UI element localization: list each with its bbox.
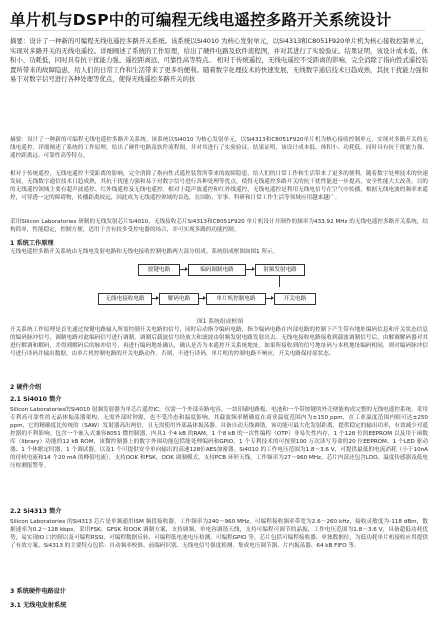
diagram-box-mcu-control: 单片机控制电路 bbox=[206, 293, 266, 305]
diagram-box-rf-transmitter: 射频发射电路 bbox=[255, 264, 305, 276]
diagram-box-switch: 开关电路 bbox=[274, 293, 316, 305]
section-heading-2: 2 硬件介绍 bbox=[10, 384, 42, 391]
diagram-arrow bbox=[179, 269, 187, 270]
diagram-connector bbox=[279, 275, 280, 287]
diagram-arrow bbox=[151, 298, 158, 299]
figure-caption: 图1 系统组成框图 bbox=[196, 319, 244, 325]
section-heading-1: 1 系统工作原理 bbox=[10, 240, 54, 247]
body-paragraph-2: 相对于传统遥控，无线电遥控不受距离的影响，完全消除了指向性式遥控装置所带来的故障隐患，给人们的日常工作和生活带来了更多的便利。随着数字处理技术的快速发展，无线数字通信技术日趋成熟，其抗干扰能力强和易于对数字信号进行各种处理等优点，使得无线遥控多路开关的抗干扰性能进一步提高，安全性能大大改善。目的的无线遥控领域主要有超声波遥控、红外线遥控及无线电遥控。相对于超声波遥控和红外线遥控，无线电遥控是利用无线电信号在空气中传播，根据无线电波的频率来遥控，可穿透一定的障碍物，传播距离较远，因此成为无线遥控领域的首选，在国防、军事、科研和日常工作生活等领域应用越来越广。 bbox=[10, 171, 428, 201]
body-paragraph-3: 采用Silicon Laboratories 研制的无线发射芯片Si4010、无线接收芯片Si4313和C8051F920 单片机设计并制作的频率为433.92 MHz 的无线电遥控多路开关系统，结构简单，性能稳定，控制方便，适用于含有较多受控电器的场合，并可实现多路的功能控制。 bbox=[10, 219, 428, 233]
diagram-box-decoder: 解码电路 bbox=[159, 293, 199, 305]
section-heading-3: 3 系统硬件电路设计 bbox=[10, 588, 66, 595]
diagram-box-encoder: 编码调制电路 bbox=[188, 264, 246, 276]
section-1-paragraph: 无线电遥控多路开关系统由无线电发射电路和无线电接收控制电路两大部分组成。系统组成框图如图1 所示。 bbox=[10, 249, 279, 255]
diagram-arrow bbox=[265, 298, 273, 299]
body-paragraph-1: 摘要：设计了一种新的可编程无线电遥控多路开关系统。该系统以Si4010 为核心发射单元，以Si4313和C8051F920单片机为核心接收控制单元，实现对多路开关的无线电遥控。详细阐述了系统的工作原理，给出了硬件电路及软件流程图，并对其进行了实验验证。结果证明，该设计成本低、体积小、功耗低，同时具有抗干扰能力强、遥控距离远、可靠性高等特点。 bbox=[10, 137, 428, 159]
diagram-arrow bbox=[245, 269, 254, 270]
body-paragraph-6: Silicon Laboratories 的Si4313 芯片是单频通用ISM 频段接收器，工作频率为240～960 MHz，可编程接收频率带宽为2.6～260 kHz，接收灵敏度为-118 dBm，数据速率为0.2～128 kbps，采用FSK、GFSK 和OOK 调制方案，支持调频、单电容调谐天线，支持可编程可调节的晶振，工作电压范围为1.8～3.6 V，具备超低功耗优势，易实现IO 口控制以及可编程RSSI、可编程数据反转、可编程低电池电压检测、可编程GPIO 等。芯片包括可编程接收器、单独数据位，为低功耗单片机接收应用提供了有效方案。Si4313 的主要特点包括：自动频率校准、前端码识别、无线电信号强度检测、集成电压调节器、片内振荡器、64 kB FIFO 等。 bbox=[10, 519, 428, 549]
section-heading-3-1: 3.1 无线电发射系统 bbox=[10, 602, 67, 609]
system-block-diagram bbox=[98, 262, 336, 310]
section-heading-2-1: 2.1 Si4010 简介 bbox=[10, 396, 62, 403]
body-paragraph-4: 开关系统工作原理是首先通过按键电路输入所需控制开关电路的信号，同时启动指令编码电路，指令编码电路在内部电路的控制下产生带有地址编码信息和开关状态信息的编码脉冲信号，调制电路对此编码信号进行调制，调制后载波信号经放大和滤波由射频发射电路发射出去。无线电接收电路接收到载波调制信号后，由解调解码器对其进行解调和解码，并得到解码后的脉冲信号，再进行编码地址确认，确认是否为本遥控开关系统地址。如果所接收到的信号地址码与本机地址编码相同，则对编码脉冲信号进行译码并输出数据，由单片机控制电路的开关电路动作。否则，不进行译码，单片机的控制电路不响应，开关电路保持原状态。 bbox=[10, 327, 428, 357]
diagram-box-receiver: 无线电接收电路 bbox=[98, 293, 152, 305]
abstract-paragraph: 摘要：设计了一种新的可编程无线电遥控多路开关系统。该系统以Si4010 为核心发射单元，以Si4313和C8051F920单片机为核心接收控制单元，实现对多路开关的无线电遥控。详细阐述了系统的工作原理，给出了硬件电路及软件流程图，并对其进行了实验验证。结果证明，该设计成本低、体积小、功耗低，同时具有抗干扰能力强、遥控距离远、可靠性高等特点。 相对于传统遥控，无线电遥控不受距离的影响，完全消除了指向性式遥控装置所带来的故障隐患，给人们的日常工作和生活带来了更多的便利。随着数字化理技术的快速发展，无线数字通信技术日趋成熟，其抗干扰能力强和易于对数字信号进行各种处理等优点，使得无线遥控多路开关的抗 bbox=[10, 37, 428, 84]
body-paragraph-5: Silicon Laboratories的Si4010 射频发射器为单芯片遥控IC，仅需一个外部旁路电容、一块印刷电路板、电池和一个带按键的外壳便能构成完整的无线电遥控系统。采用专利高可靠性的无晶体振荡器架构，无需外部时钟源，也不受冷态和温度影响。其载波频率精确度在商业温度范围内为±150 ppm，在工业温度范围内则可达±250 ppm，它的精确度比传统的（SAW）发射器高出两倍，且无需使用外部晶体振荡器。具备自动天线调谐，该功能可最大化发射距离，提供稳定的输出功率，有效减少对遥控器的不利影响。包含一个嵌入式兼容8051 微控制器，内具1 个4 kB 的RAM，1 个8 kB 的一次性编程（OTP）非易失性内存，1 个128 位的EEPROM 以及用于函数库（library）功能的12 kB ROM，该微控制器上的数字外围功能包括能处理编码和GPIO，1 个专利技术的可按照100 万次读写寿命的20 位EEPROM、1 个LED 驱动器、1 个休眠定时器，1 个调试器，以及1 个可提供安全单向输出的高速128位AES加密器。Si4010 的工作电压范围为1.8～3.6 V，可提供最低的电流消耗（小于10nA 的待机电流和14 个20 mA 的峰值电流），支持OOK 和FSK，OOK 调制模式，支持PCB 环形天线，工作频率为27～960 MHz，芯片内部还包含LDO、温度传感器及低电压检测报警等。 bbox=[10, 407, 428, 469]
title-divider bbox=[10, 30, 425, 31]
diagram-arrow bbox=[198, 298, 205, 299]
diagram-box-keypad: 按键电路 bbox=[138, 264, 180, 276]
section-heading-2-2: 2.2 Si4313 简介 bbox=[10, 508, 62, 515]
page-title: 单片机与DSP中的可编程无线电遥控多路开关系统设计 bbox=[10, 11, 392, 29]
